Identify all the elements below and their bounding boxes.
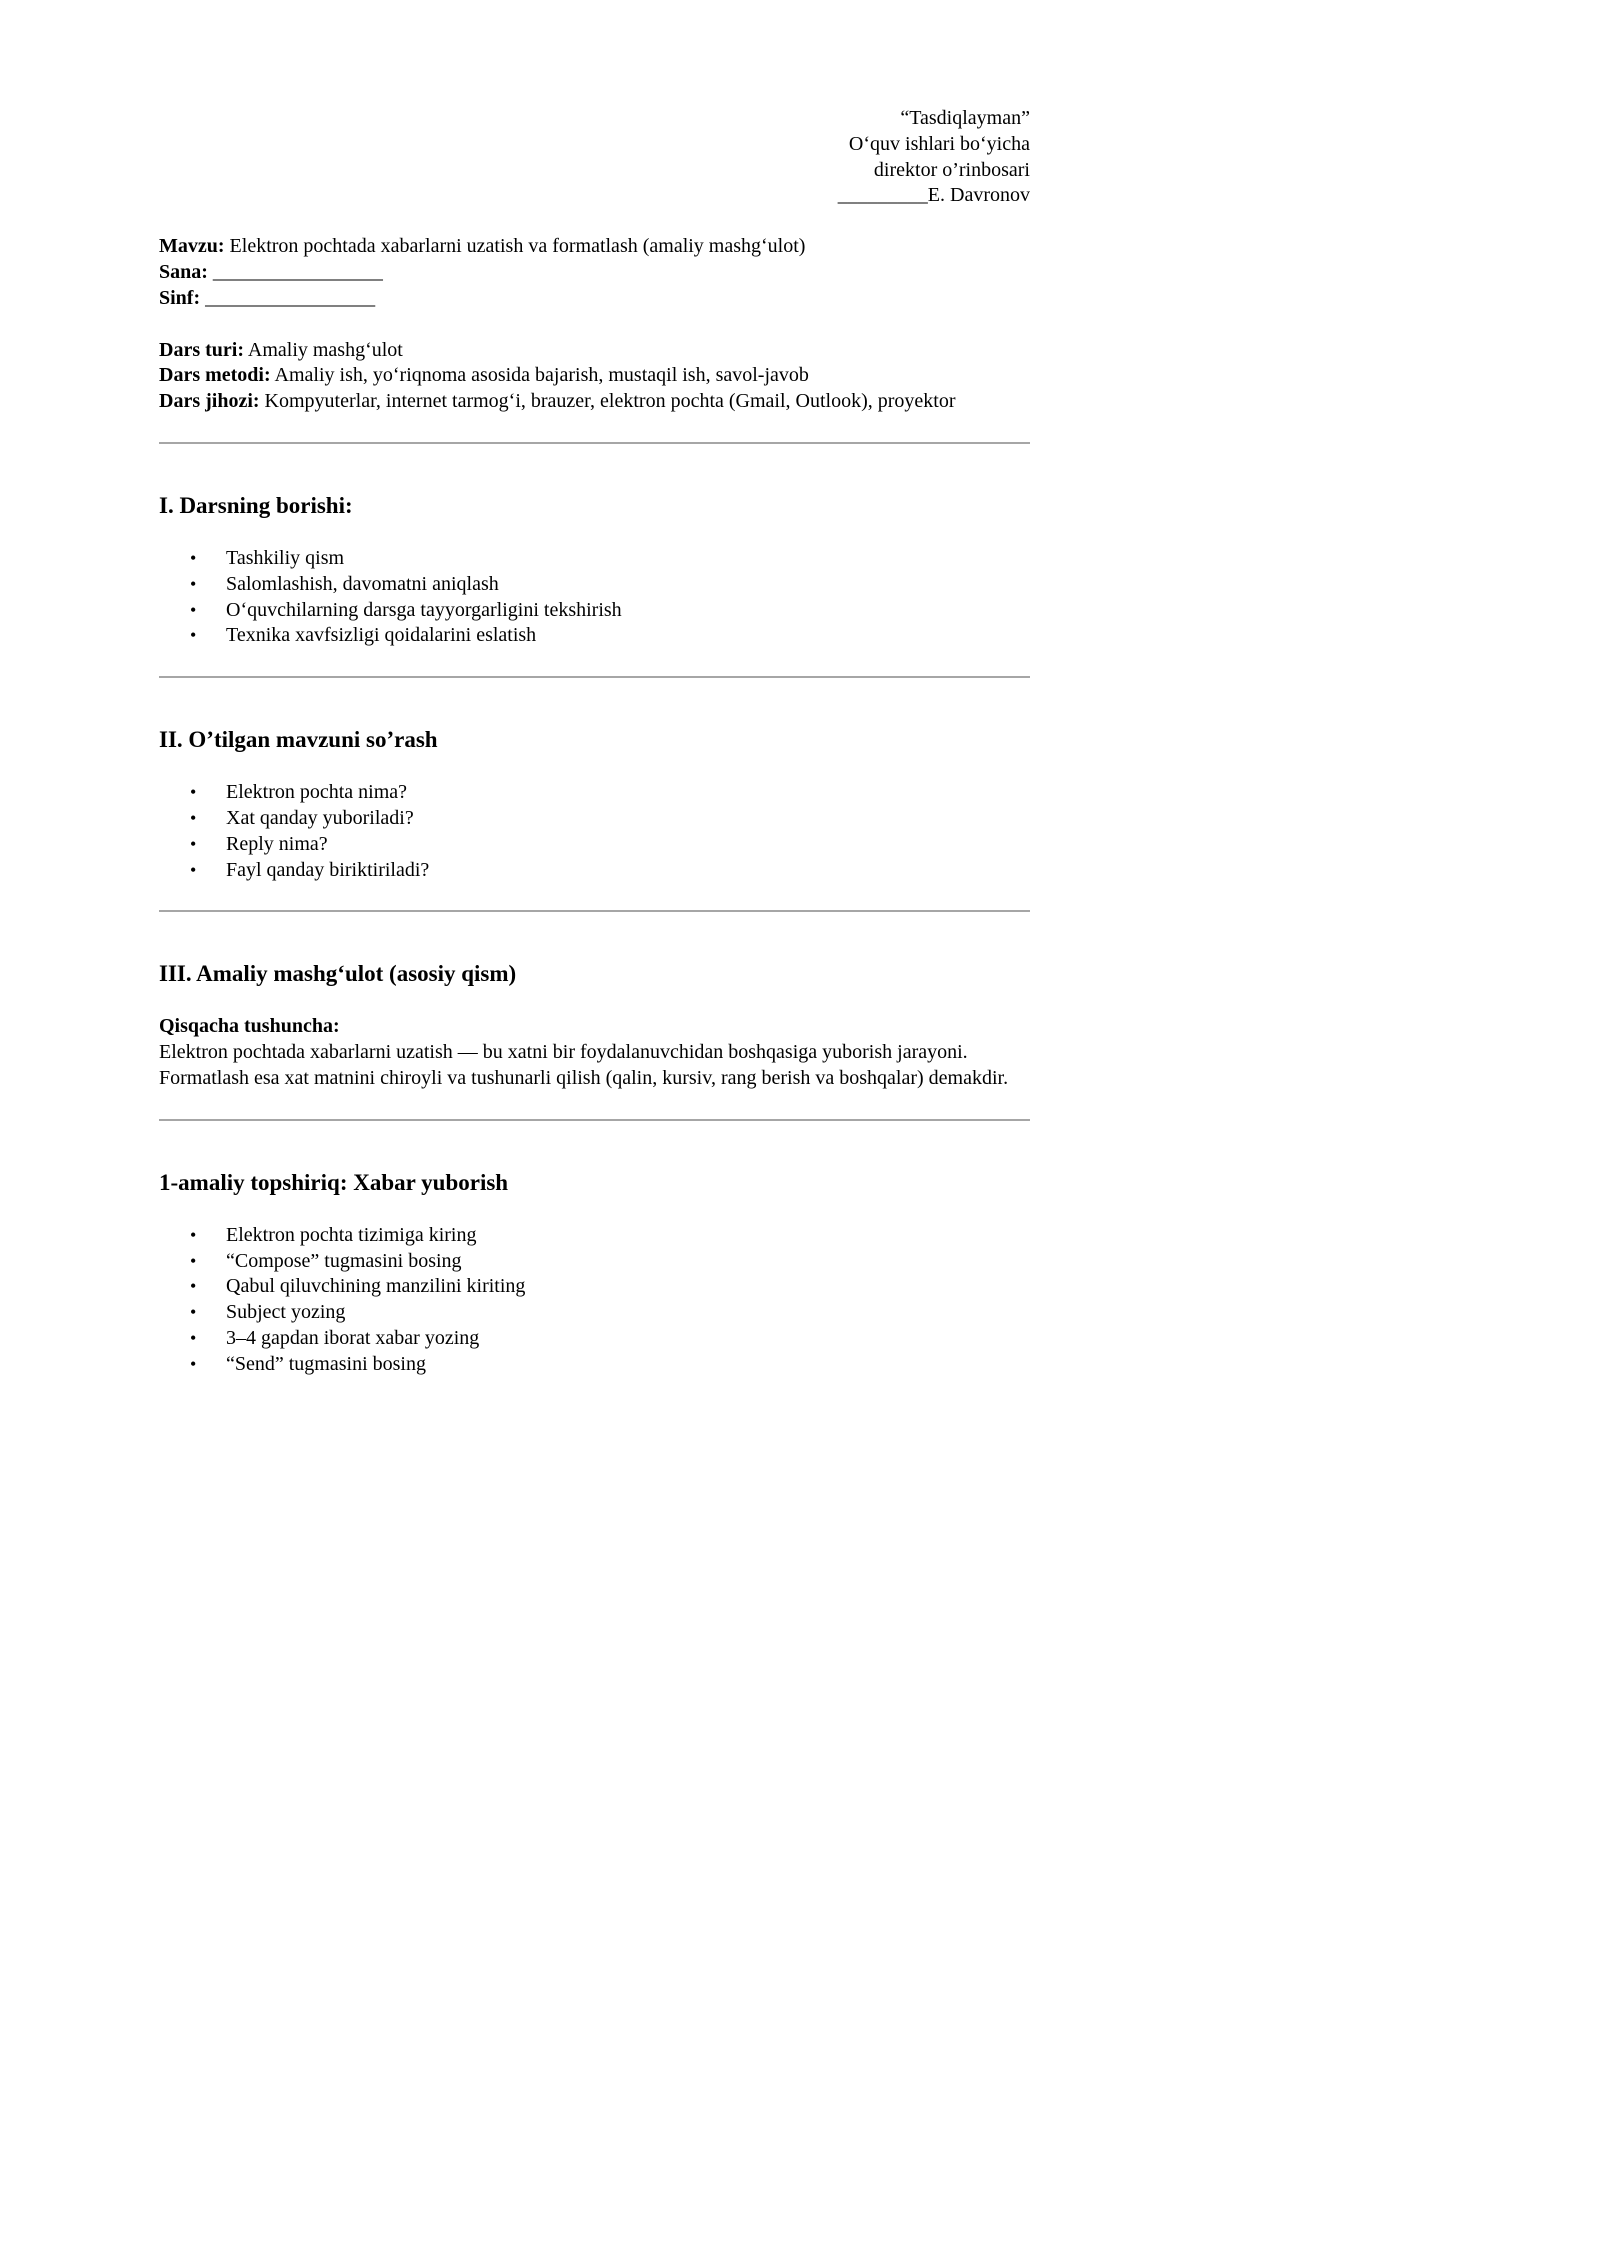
list-item-text: Tashkiliy qism — [226, 546, 345, 569]
list-item — [159, 598, 1030, 624]
list-item — [159, 546, 1030, 572]
bullet-icon: • — [190, 782, 197, 803]
list-item — [159, 1326, 1030, 1352]
date-label: Sana: — [159, 260, 208, 283]
approval-line: “Tasdiqlayman” — [900, 107, 1030, 129]
lesson-type-line — [159, 338, 1030, 364]
list-item — [159, 1300, 1030, 1326]
section-4-list — [159, 1223, 1030, 1378]
list-item — [159, 780, 1030, 806]
section-divider — [159, 442, 1030, 444]
section-divider — [159, 910, 1030, 912]
list-item — [159, 806, 1030, 832]
topic-label: Mavzu: — [159, 235, 225, 258]
date-value: _________________ — [207, 260, 383, 283]
class-line — [159, 286, 1030, 312]
bullet-icon: • — [190, 599, 197, 620]
lesson-info — [159, 338, 1030, 415]
class-label: Sinf: — [159, 286, 201, 309]
topic-value: Elektron pochtada xabarlarni uzatish va formatlash (amaliy mashg‘ulot) — [224, 235, 806, 258]
bullet-icon: • — [190, 1276, 197, 1297]
list-item-text: Elektron pochta tizimiga kiring — [226, 1223, 477, 1246]
bullet-icon: • — [190, 833, 197, 854]
list-item — [159, 832, 1030, 858]
concept-block — [159, 1014, 1030, 1091]
list-item — [159, 1249, 1030, 1275]
list-item-text: Xat qanday yuboriladi? — [226, 806, 414, 829]
date-line — [159, 260, 1030, 286]
concept-paragraph: Elektron pochtada xabarlarni uzatish — bu xatni bir foydalanuvchidan boshqasiga yuborish jarayoni. — [159, 1041, 968, 1064]
list-item — [159, 1274, 1030, 1300]
list-item-text: Qabul qiluvchining manzilini kiriting — [226, 1275, 526, 1298]
bullet-icon: • — [190, 1327, 197, 1348]
list-item — [159, 1352, 1030, 1378]
lesson-equipment-line — [159, 389, 1030, 415]
list-item — [159, 623, 1030, 649]
list-item-text: “Compose” tugmasini bosing — [226, 1249, 462, 1272]
list-item-text: Reply nima? — [226, 832, 328, 855]
bullet-icon: • — [190, 859, 197, 880]
lesson-meta — [159, 234, 1030, 311]
bullet-icon: • — [190, 1224, 197, 1245]
topic-line — [159, 234, 1030, 260]
section-divider — [159, 1119, 1030, 1121]
list-item-text: Fayl qanday biriktiriladi? — [226, 858, 430, 881]
document-content — [159, 106, 1030, 1378]
list-item — [159, 572, 1030, 598]
lesson-equipment-label: Dars jihozi: — [159, 390, 260, 413]
lesson-equipment-value: Kompyuterlar, internet tarmog‘i, brauzer, elektron pochta (Gmail, Outlook), proyektor — [259, 390, 956, 413]
approval-block — [159, 106, 1030, 209]
section-1-list — [159, 546, 1030, 649]
bullet-icon: • — [190, 1302, 197, 1323]
section-heading-3: III. Amaliy mashg‘ulot (asosiy qism) — [159, 961, 517, 987]
list-item — [159, 1223, 1030, 1249]
lesson-type-value: Amaliy mashg‘ulot — [243, 338, 403, 361]
lesson-type-label: Dars turi: — [159, 338, 244, 361]
list-item-text: Subject yozing — [226, 1301, 346, 1324]
section-heading-4: 1-amaliy topshiriq: Xabar yuborish — [159, 1169, 509, 1195]
list-item-text: Salomlashish, davomatni aniqlash — [226, 572, 499, 595]
section-divider — [159, 676, 1030, 678]
list-item-text: Texnika xavfsizligi qoidalarini eslatish — [226, 624, 537, 647]
approval-signature: _________E. Davronov — [837, 184, 1030, 207]
section-2-list — [159, 780, 1030, 883]
document-page — [0, 0, 1100, 1555]
section-heading-1: I. Darsning borishi: — [159, 492, 353, 518]
lesson-method-label: Dars metodi: — [159, 364, 271, 387]
bullet-icon: • — [190, 1250, 197, 1271]
bullet-icon: • — [190, 807, 197, 828]
approval-line: O‘quv ishlari bo‘yicha — [848, 132, 1030, 155]
class-value: _________________ — [200, 286, 376, 309]
bullet-icon: • — [190, 547, 197, 568]
list-item-text: O‘quvchilarning darsga tayyorgarligini tekshirish — [226, 598, 622, 621]
list-item-text: “Send” tugmasini bosing — [226, 1352, 426, 1375]
lesson-method-value: Amaliy ish, yo‘riqnoma asosida bajarish, mustaqil ish, savol-javob — [270, 364, 809, 387]
concept-paragraph: Formatlash esa xat matnini chiroyli va tushunarli qilish (qalin, kursiv, rang berish va boshqalar) demakdir. — [159, 1066, 1009, 1089]
section-heading-2: II. O’tilgan mavzuni so’rash — [159, 727, 438, 753]
concept-title: Qisqacha tushuncha: — [159, 1015, 340, 1038]
bullet-icon: • — [190, 1353, 197, 1374]
list-item-text: Elektron pochta nima? — [226, 781, 408, 804]
list-item — [159, 858, 1030, 884]
lesson-method-line — [159, 363, 1030, 389]
bullet-icon: • — [190, 573, 197, 594]
approval-line: direktor o’rinbosari — [873, 158, 1030, 181]
bullet-icon: • — [190, 625, 197, 646]
list-item-text: 3–4 gapdan iborat xabar yozing — [226, 1326, 480, 1349]
